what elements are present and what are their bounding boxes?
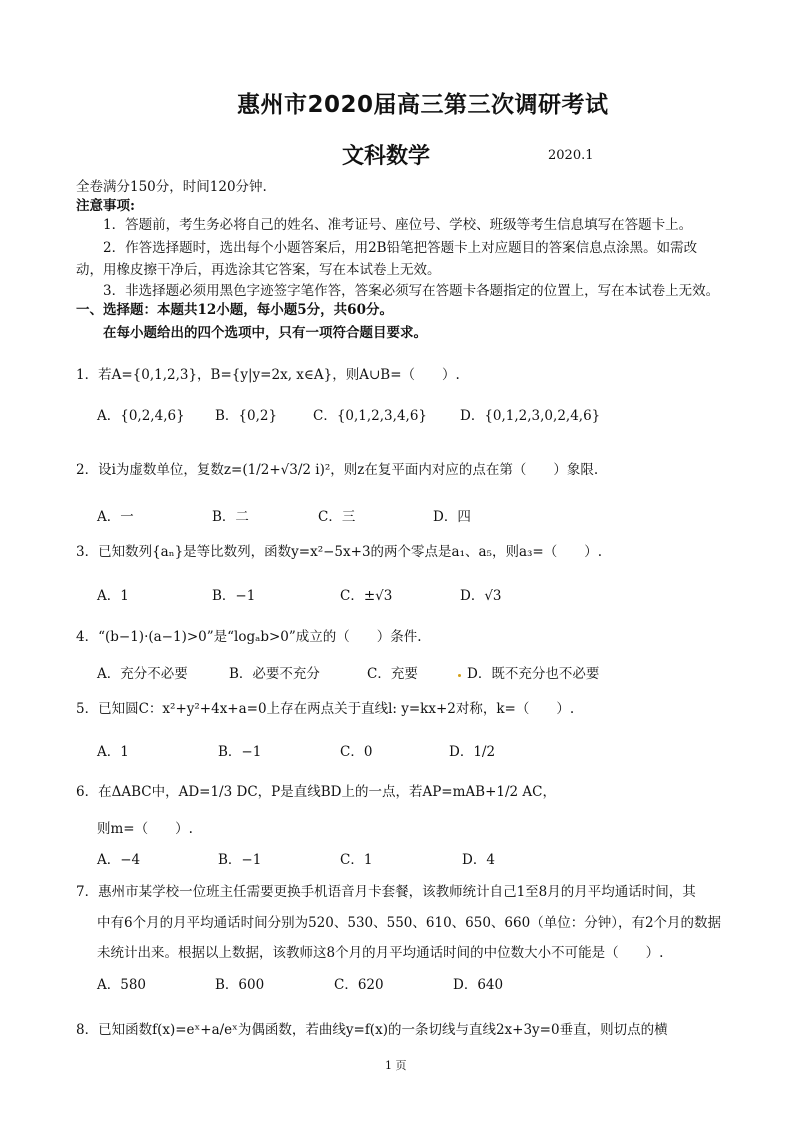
- question-2-option-c: C．三: [318, 509, 356, 525]
- notice-2a: 2．作答选择题时，选出每个小题答案后，用2B铅笔把答题卡上对应题目的答案信息点涂黑。如需改: [103, 240, 698, 256]
- question-3-stem: 3．已知数列{aₙ}是等比数列，函数y=x²−5x+3的两个零点是a₁、a₅，则a₃=（ ）.: [76, 544, 603, 560]
- question-7-stem: 7．惠州市某学校一位班主任需要更换手机语音月卡套餐，该教师统计自己1至8月的月平均通话时间，其: [76, 884, 696, 900]
- question-6-option-d: D．4: [462, 852, 495, 868]
- section-instruction: 在每小题给出的四个选项中，只有一项符合题目要求。: [103, 325, 427, 341]
- question-4-option-b: B．必要不充分: [229, 666, 320, 682]
- question-1-stem: 1．若A={0,1,2,3}，B={y|y=2x, x∈A}，则A∪B=（ ）.: [76, 367, 460, 383]
- question-3-option-c: C．±√3: [340, 588, 393, 604]
- question-6-option-a: A．−4: [97, 852, 141, 868]
- question-7-stem-cont-2: 未统计出来。根据以上数据，该教师这8个月的月平均通话时间的中位数大小不可能是（ ）.: [97, 945, 664, 961]
- notice-2b: 动，用橡皮擦干净后，再选涂其它答案，写在本试卷上无效。: [76, 262, 441, 278]
- score-time: 全卷满分150分，时间120分钟.: [76, 179, 267, 195]
- question-1-option-d: D．{0,1,2,3,0,2,4,6}: [460, 408, 601, 424]
- question-1-option-c: C．{0,1,2,3,4,6}: [313, 408, 427, 424]
- notice-1: 1．答题前，考生务必将自己的姓名、准考证号、座位号、学校、班级等考生信息填写在答题卡上。: [103, 217, 693, 233]
- section-heading: 一、选择题：本题共12小题，每小题5分，共60分。: [76, 302, 393, 318]
- question-4-stem: 4．“(b−1)·(a−1)>0”是“logₐb>0”成立的（ ）条件.: [76, 629, 422, 645]
- question-2-option-d: D．四: [433, 509, 471, 525]
- question-7-stem-cont-1: 中有6个月的月平均通话时间分别为520、530、550、610、650、660（单位：分钟），有2个月的数据: [97, 915, 722, 931]
- exam-subtitle: 文科数学: [342, 144, 431, 169]
- notice-heading: 注意事项:: [76, 198, 135, 214]
- question-2-stem: 2．设i为虚数单位，复数z=(1/2+√3/2 i)²，则z在复平面内对应的点在第（ ）象限.: [76, 462, 599, 478]
- question-5-option-d: D．1/2: [449, 744, 496, 760]
- question-6-option-c: C．1: [340, 852, 373, 868]
- page-number: 1 页: [385, 1059, 407, 1072]
- exam-title: 惠州市2020届高三第三次调研考试: [237, 92, 609, 118]
- question-7-option-c: C．620: [334, 977, 384, 993]
- question-7-option-d: D．640: [453, 977, 504, 993]
- question-7-option-a: A．580: [97, 977, 147, 993]
- question-5-option-a: A．1: [97, 744, 129, 760]
- exam-date: 2020.1: [548, 148, 594, 163]
- question-4-option-c: C．充要: [367, 666, 418, 682]
- question-4-option-a: A．充分不必要: [97, 666, 188, 682]
- notice-3: 3．非选择题必须用黑色字迹签字笔作答，答案必须写在答题卡各题指定的位置上，写在本试卷上无效。: [103, 283, 720, 299]
- question-5-option-c: C．0: [340, 744, 373, 760]
- question-3-option-d: D．√3: [460, 588, 502, 604]
- question-1-option-b: B．{0,2}: [215, 408, 278, 424]
- question-6-stem: 6．在ΔABC中，AD=1/3 DC，P是直线BD上的一点，若AP=mAB+1/2 AC，: [76, 784, 556, 800]
- question-8-stem: 8．已知函数f(x)=eˣ+a/eˣ为偶函数，若曲线y=f(x)的一条切线与直线2x+3y=0垂直，则切点的横: [76, 1022, 668, 1038]
- question-6-option-b: B．−1: [218, 852, 262, 868]
- question-5-stem: 5．已知圆C：x²+y²+4x+a=0上存在两点关于直线l: y=kx+2对称，k=（ ）.: [76, 701, 575, 717]
- question-2-option-a: A．一: [97, 509, 134, 525]
- stray-mark: [458, 674, 461, 677]
- question-6-stem-cont: 则m=（ ）.: [97, 821, 193, 837]
- question-2-option-b: B．二: [212, 509, 249, 525]
- question-1-option-a: A．{0,2,4,6}: [97, 408, 185, 424]
- question-7-option-b: B．600: [215, 977, 265, 993]
- question-3-option-b: B．−1: [212, 588, 256, 604]
- question-4-option-d: D．既不充分也不必要: [467, 666, 600, 682]
- question-3-option-a: A．1: [97, 588, 129, 604]
- question-5-option-b: B．−1: [218, 744, 262, 760]
